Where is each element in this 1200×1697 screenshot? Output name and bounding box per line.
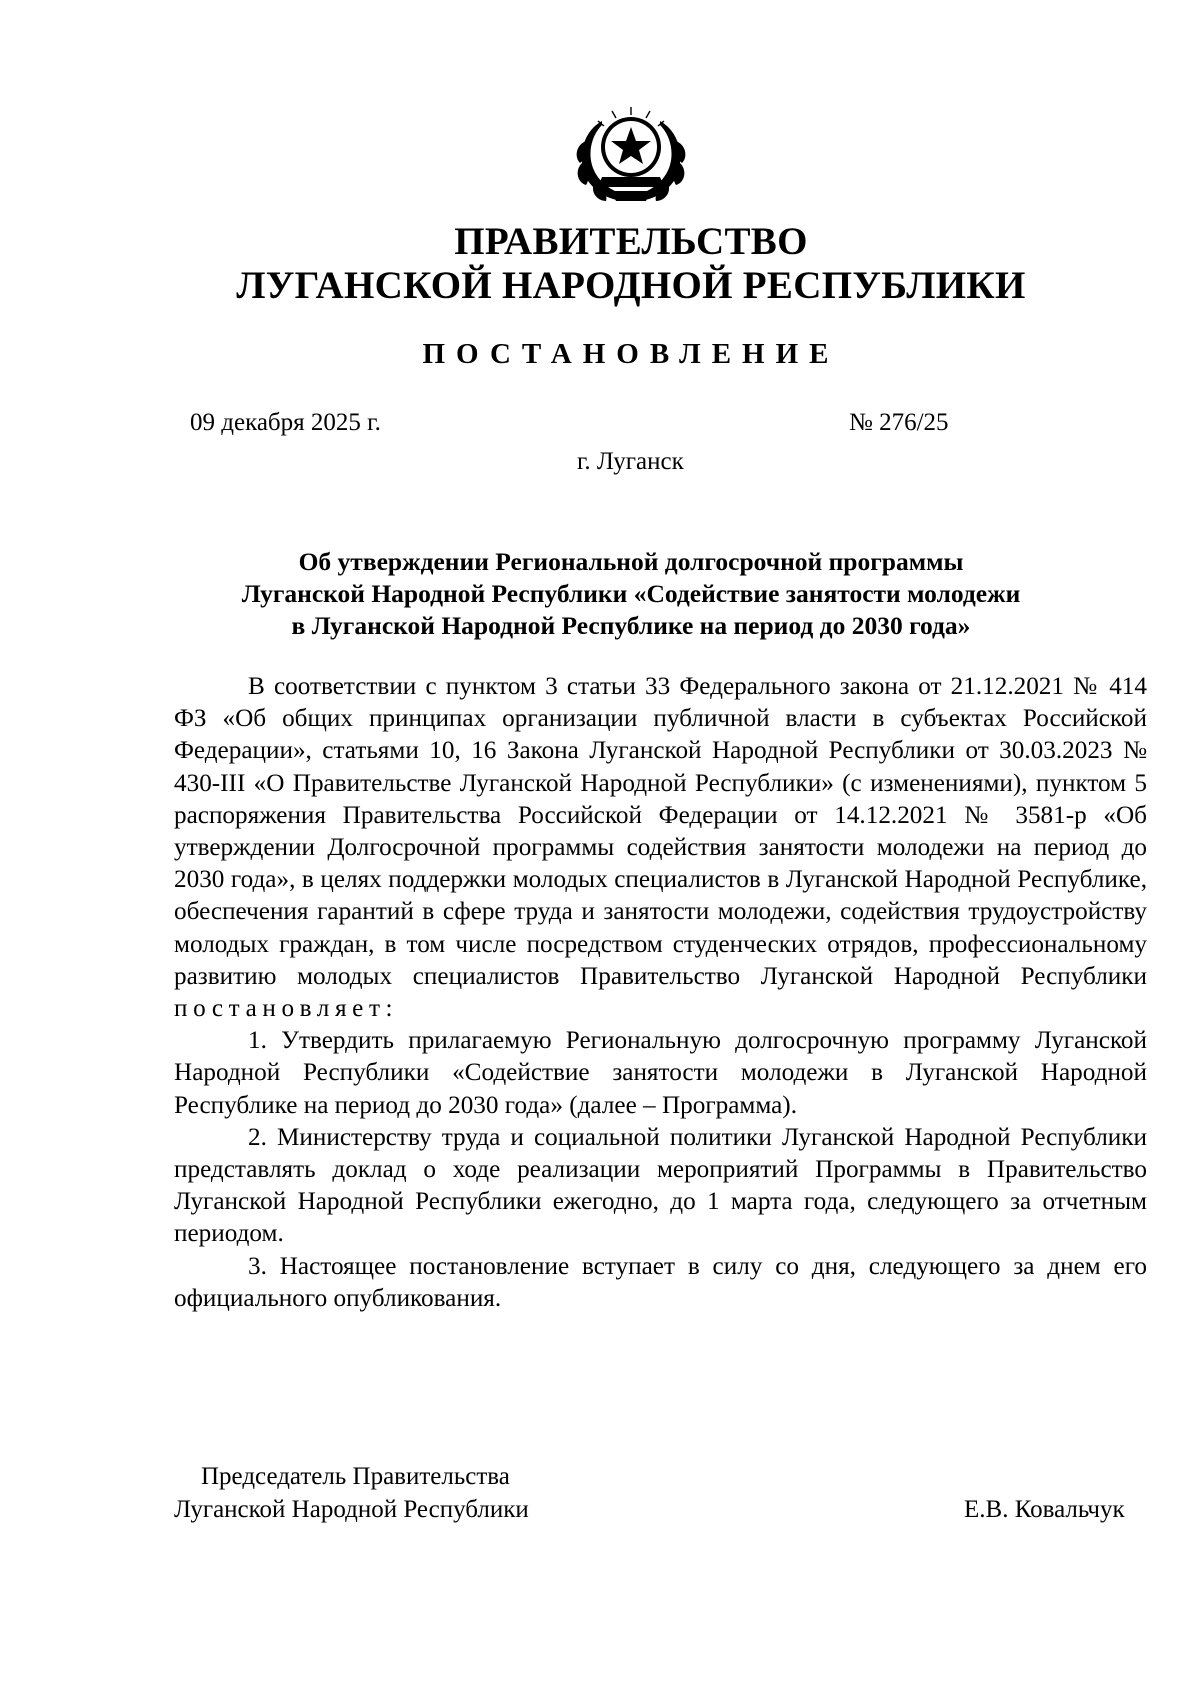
signatory-name: Е.В. Ковальчук: [964, 1496, 1125, 1523]
document-subject: [0, 546, 1200, 642]
resolves-word: постановляет:: [174, 995, 399, 1023]
subject-line: в Луганской Народной Республике на период до 2030 года»: [291, 611, 971, 640]
preamble-text: В соответствии с пунктом 3 статьи 33 Федерального закона от 21.12.2021 № 414 ФЗ «Об общих принципах организации публичной власти в субъектах Российской Федерации», статьями 10, 16 Закона Луганской Народной Республики от 30.03.2023 № 430-III «О Правительстве Луганской Народной Республики» (с изменениями), пунктом 5 распоряжения Правительства Российской Федерации от 14.12.2021 № 3581-р «Об утверждении Долгосрочной программы содействия занятости молодежи на период до 2030 года», в целях поддержки молодых специалистов в Луганской Народной Республике, обеспечения гарантий в сфере труда и занятости молодежи, содействия трудоустройству молодых граждан, в том числе посредством студенческих отрядов, профессиональному развитию молодых специалистов Правительство Луганской Народной Республики: [174, 673, 1147, 990]
document-city: г. Луганск: [577, 448, 684, 475]
emblem-icon: [572, 101, 690, 209]
document-number: № 276/25: [849, 409, 949, 436]
government-title-line1: ПРАВИТЕЛЬСТВО: [454, 220, 808, 263]
signatory-title-line2: Луганской Народной Республики: [174, 1496, 529, 1523]
document-body: [174, 671, 1147, 1315]
document-type: ПОСТАНОВЛЕНИЕ: [422, 338, 840, 370]
subject-line: Луганской Народной Республики «Содействие занятости молодежи: [241, 579, 1021, 608]
document-date: 09 декабря 2025 г.: [190, 409, 381, 436]
resolution-item: 2. Министерству труда и социальной политики Луганской Народной Республики представлять доклад о ходе реализации мероприятий Программы в Правительство Луганской Народной Республики ежегодно, до 1 марта года, следующего за отчетным периодом.: [174, 1123, 1147, 1248]
resolution-item: 3. Настоящее постановление вступает в силу со дня, следующего за днем его официального опубликования.: [174, 1252, 1147, 1312]
government-title-line2: ЛУГАНСКОЙ НАРОДНОЙ РЕСПУБЛИКИ: [236, 264, 1026, 307]
resolution-item: 1. Утвердить прилагаемую Региональную долгосрочную программу Луганской Народной Республики «Содействие занятости молодежи в Луганской Народной Республике на период до 2030 года» (далее – Программа).: [174, 1027, 1147, 1119]
signatory-title-line1: Председатель Правительства: [201, 1463, 510, 1490]
preamble-paragraph: [174, 671, 1147, 1025]
subject-line: Об утверждении Региональной долгосрочной программы: [298, 547, 964, 576]
